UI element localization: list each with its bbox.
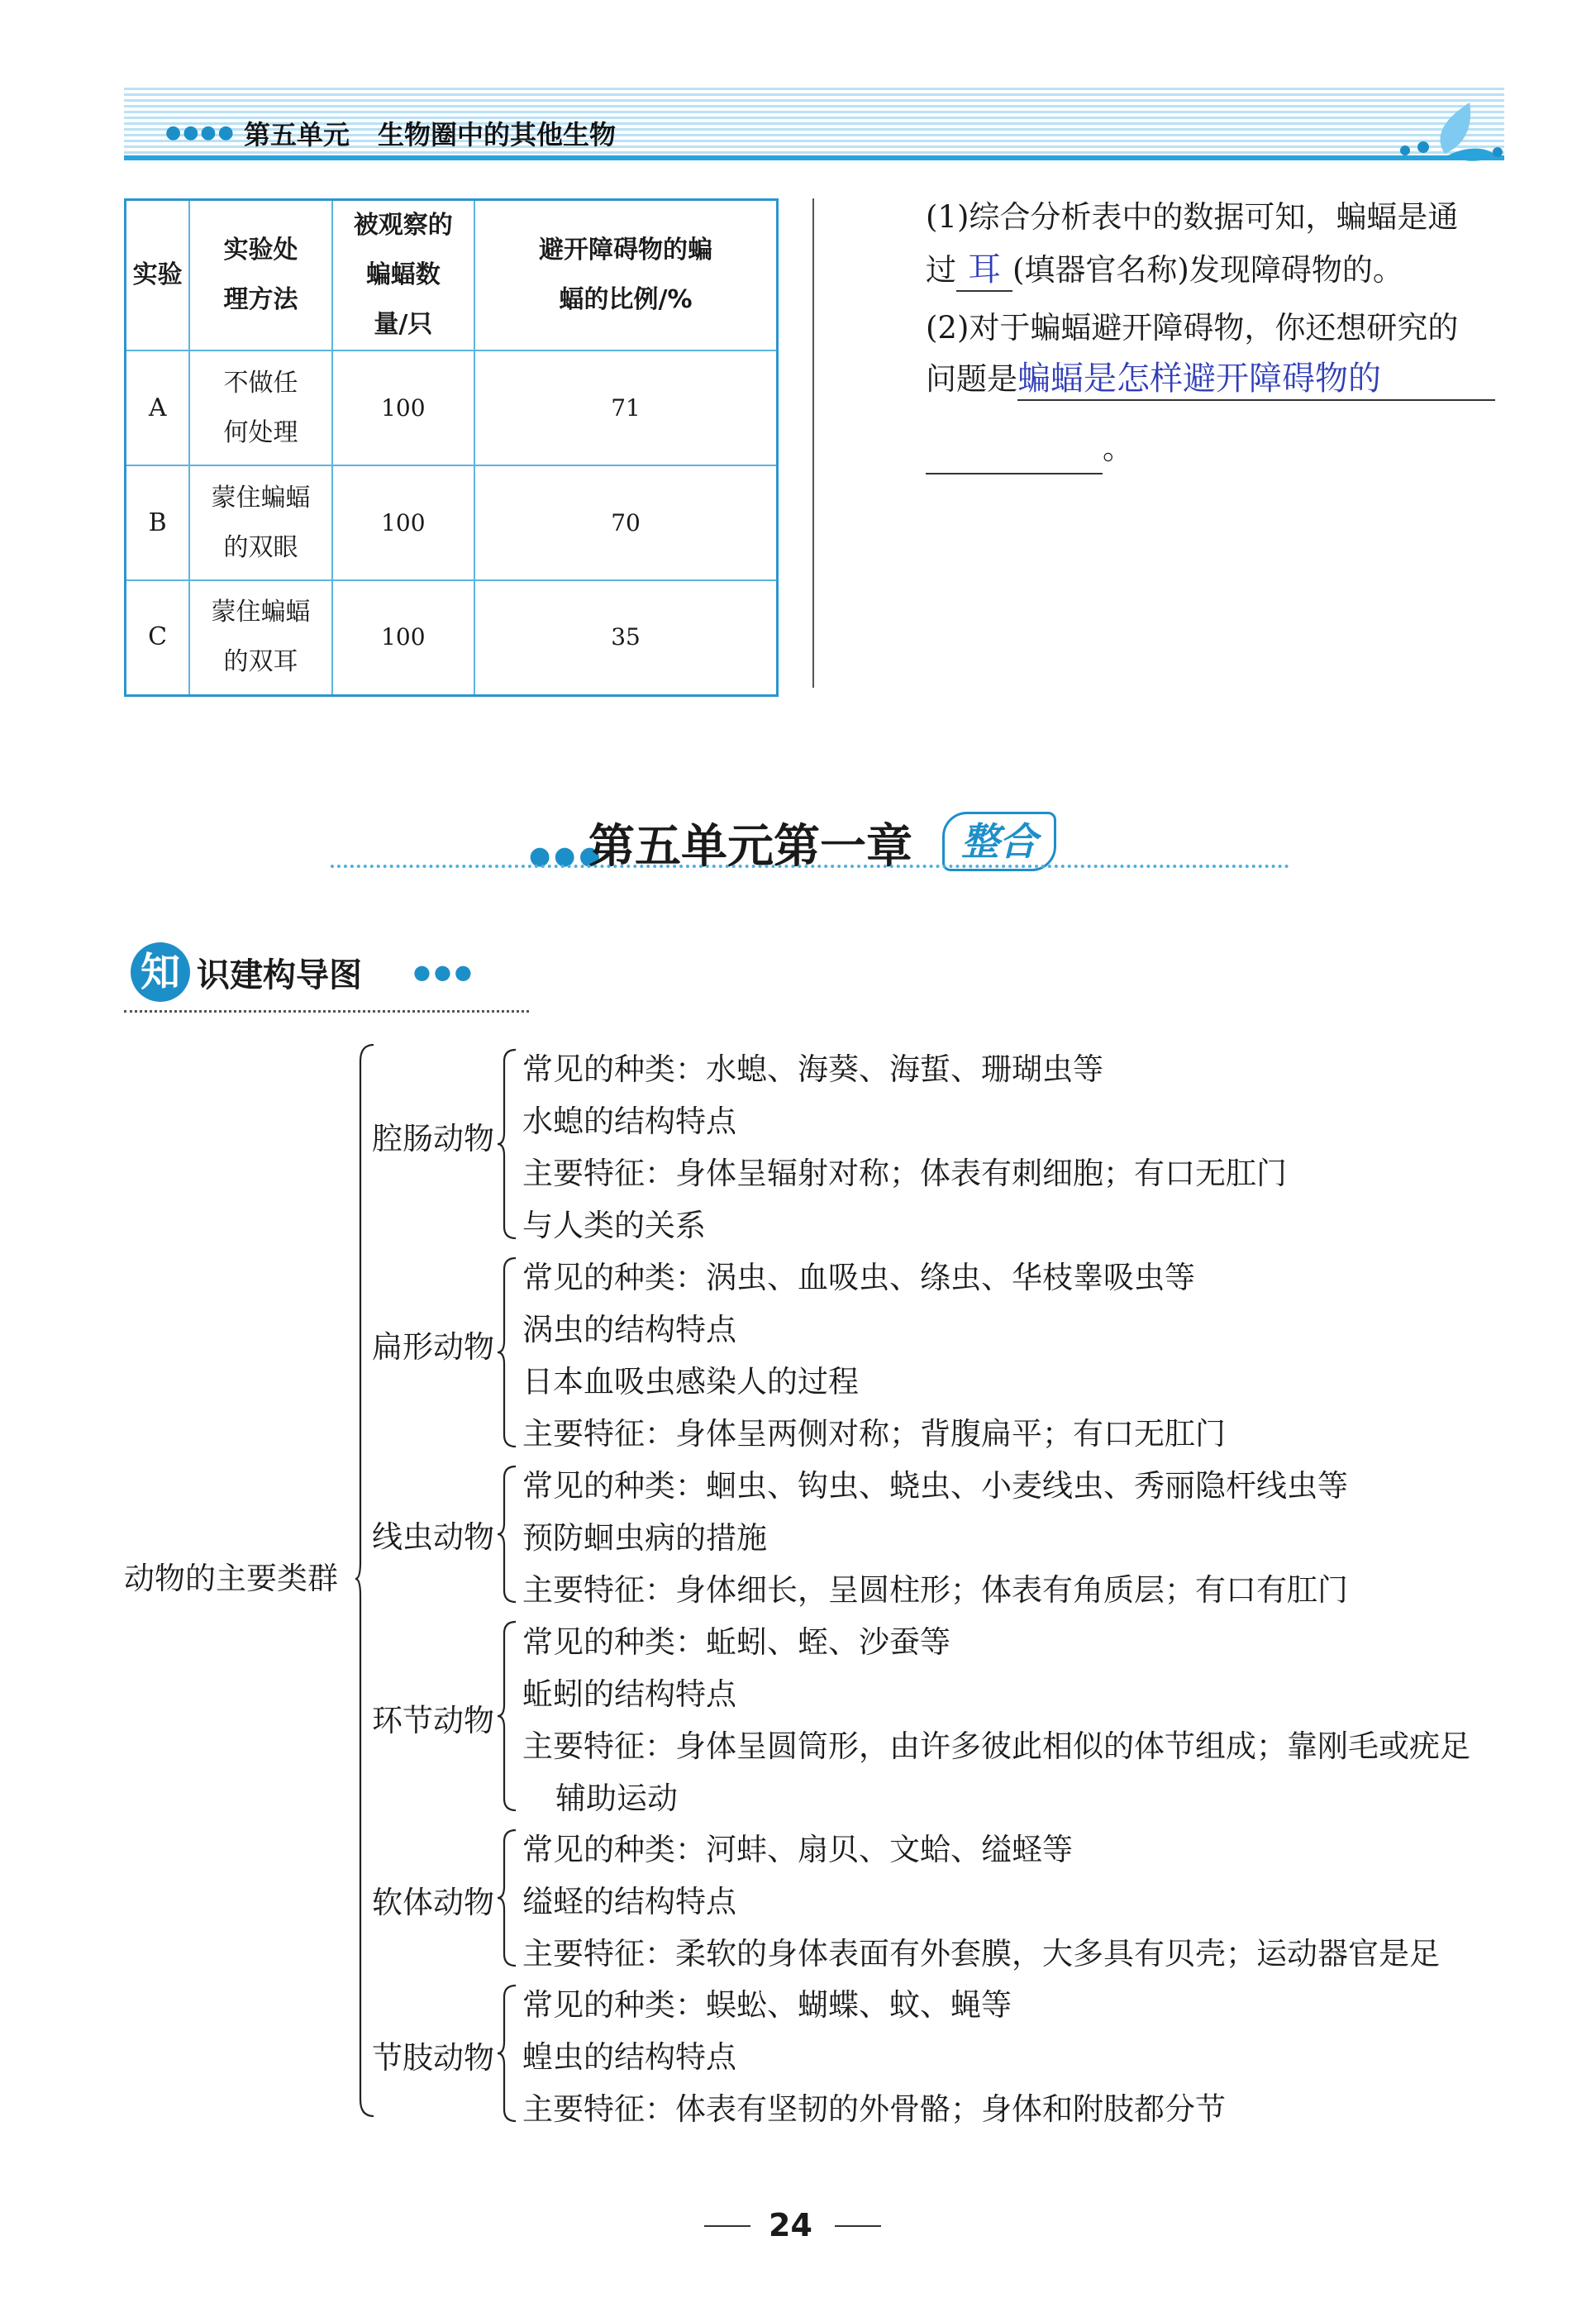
group-brace bbox=[496, 1984, 519, 2124]
chapter-badge: 整合 bbox=[942, 812, 1056, 871]
table-row bbox=[126, 580, 778, 695]
header-cell-method: 实验处 理方法 bbox=[189, 200, 331, 351]
chapter-underline bbox=[331, 865, 1289, 868]
group-name: 扁形动物 bbox=[372, 1329, 494, 1365]
list-item: 主要特征：身体细长，呈圆柱形；体表有角质层；有口有肛门 bbox=[522, 1572, 1348, 1608]
cell-method: 蒙住蝙蝠 的双眼 bbox=[189, 465, 331, 580]
list-item: 辅助运动 bbox=[555, 1781, 678, 1816]
answer-1: 耳 bbox=[956, 249, 1012, 292]
header-cell-count: 被观察的 蝙蝠数 量/只 bbox=[332, 200, 474, 351]
question-2-line-1: (2)对于蝙蝠避开障碍物，你还想研究的 bbox=[926, 310, 1459, 346]
chapter-title: 第五单元第一章 bbox=[588, 820, 912, 874]
list-item: 常见的种类：蛔虫、钩虫、蛲虫、小麦线虫、秀丽隐杆线虫等 bbox=[522, 1468, 1348, 1504]
header-subject: 生物圈中的其他生物 bbox=[378, 119, 617, 150]
list-item: 主要特征：身体呈圆筒形，由许多彼此相似的体节组成；靠刚毛或疣足 bbox=[522, 1728, 1470, 1764]
cell-id: C bbox=[126, 580, 190, 695]
question-1-line-1: (1)综合分析表中的数据可知，蝙蝠是通 bbox=[926, 199, 1459, 235]
cell-ratio: 70 bbox=[474, 465, 777, 580]
section-dots: ●●● bbox=[413, 961, 475, 984]
cell-id: A bbox=[126, 350, 190, 465]
page-number: 24 bbox=[769, 2207, 812, 2243]
cell-count: 100 bbox=[332, 580, 474, 695]
list-item: 蝗虫的结构特点 bbox=[522, 2039, 736, 2075]
cell-id: B bbox=[126, 465, 190, 580]
list-item: 常见的种类：河蚌、扇贝、文蛤、缢蛏等 bbox=[522, 1832, 1073, 1867]
table-row bbox=[126, 350, 778, 465]
group-name: 腔肠动物 bbox=[372, 1121, 494, 1156]
cell-method: 不做任 何处理 bbox=[189, 350, 331, 465]
group-name: 环节动物 bbox=[372, 1703, 494, 1738]
mindmap-root: 动物的主要类群 bbox=[124, 1561, 338, 1596]
cell-count: 100 bbox=[332, 350, 474, 465]
list-item: 常见的种类：蜈蚣、蝴蝶、蚊、蝇等 bbox=[522, 1987, 1012, 2023]
list-item: 常见的种类：水螅、海葵、海蜇、珊瑚虫等 bbox=[522, 1051, 1103, 1087]
group-name: 线虫动物 bbox=[372, 1519, 494, 1555]
group-brace bbox=[496, 1048, 519, 1240]
section-underline bbox=[124, 1010, 529, 1013]
header-title bbox=[244, 114, 616, 152]
table-row bbox=[126, 465, 778, 580]
group-name: 软体动物 bbox=[372, 1885, 494, 1920]
table-header-row bbox=[126, 200, 778, 351]
list-item: 日本血吸虫感染人的过程 bbox=[522, 1364, 859, 1399]
list-item: 主要特征：体表有坚韧的外骨骼；身体和附肢都分节 bbox=[522, 2091, 1226, 2127]
question-1-line-2: 过 耳 (填器官名称)发现障碍物的。 bbox=[926, 245, 1504, 296]
column-divider bbox=[812, 198, 814, 688]
list-item: 常见的种类：蚯蚓、蛭、沙蚕等 bbox=[522, 1624, 950, 1660]
header-cell-ratio: 避开障碍物的蝙 蝠的比例/% bbox=[474, 200, 777, 351]
list-item: 涡虫的结构特点 bbox=[522, 1312, 736, 1347]
question-2-line-3: 。 bbox=[926, 423, 1504, 474]
header-bar bbox=[124, 155, 1504, 160]
list-item: 缢蛏的结构特点 bbox=[522, 1884, 736, 1919]
group-brace bbox=[496, 1620, 519, 1812]
question-2-line-2: 问题是蝙蝠是怎样避开障碍物的 bbox=[926, 354, 1504, 405]
list-item: 与人类的关系 bbox=[522, 1208, 706, 1243]
header-dots: ●●●● bbox=[165, 122, 236, 143]
page-number-rule-right bbox=[835, 2225, 881, 2227]
experiment-table bbox=[124, 198, 779, 697]
group-brace bbox=[496, 1828, 519, 1969]
list-item: 主要特征：柔软的身体表面有外套膜，大多具有贝壳；运动器官是足 bbox=[522, 1936, 1440, 1971]
answer-2: 蝙蝠是怎样避开障碍物的 bbox=[1017, 358, 1495, 401]
list-item: 常见的种类：涡虫、血吸虫、绦虫、华枝睾吸虫等 bbox=[522, 1260, 1195, 1295]
list-item: 蚯蚓的结构特点 bbox=[522, 1676, 736, 1712]
list-item: 主要特征：身体呈两侧对称；背腹扁平；有口无肛门 bbox=[522, 1416, 1226, 1452]
chapter-dots: ●●● bbox=[529, 841, 604, 870]
header-unit: 第五单元 bbox=[244, 119, 350, 150]
section-title: 识建构导图 bbox=[197, 956, 362, 994]
group-brace bbox=[496, 1256, 519, 1448]
group-brace bbox=[496, 1465, 519, 1605]
cell-method: 蒙住蝙蝠 的双耳 bbox=[189, 580, 331, 695]
leaf-icon bbox=[1397, 98, 1504, 164]
cell-count: 100 bbox=[332, 465, 474, 580]
list-item: 主要特征：身体呈辐射对称；体表有刺细胞；有口无肛门 bbox=[522, 1156, 1287, 1191]
group-name: 节肢动物 bbox=[372, 2040, 494, 2076]
cell-ratio: 35 bbox=[474, 580, 777, 695]
page-number-rule-left bbox=[704, 2225, 750, 2227]
root-brace bbox=[354, 1043, 377, 2118]
list-item: 预防蛔虫病的措施 bbox=[522, 1520, 767, 1556]
cell-ratio: 71 bbox=[474, 350, 777, 465]
list-item: 水螅的结构特点 bbox=[522, 1104, 736, 1139]
answer-2-continuation bbox=[926, 440, 1103, 474]
header-cell-experiment: 实验 bbox=[126, 200, 190, 351]
section-badge: 知 bbox=[131, 942, 190, 1002]
